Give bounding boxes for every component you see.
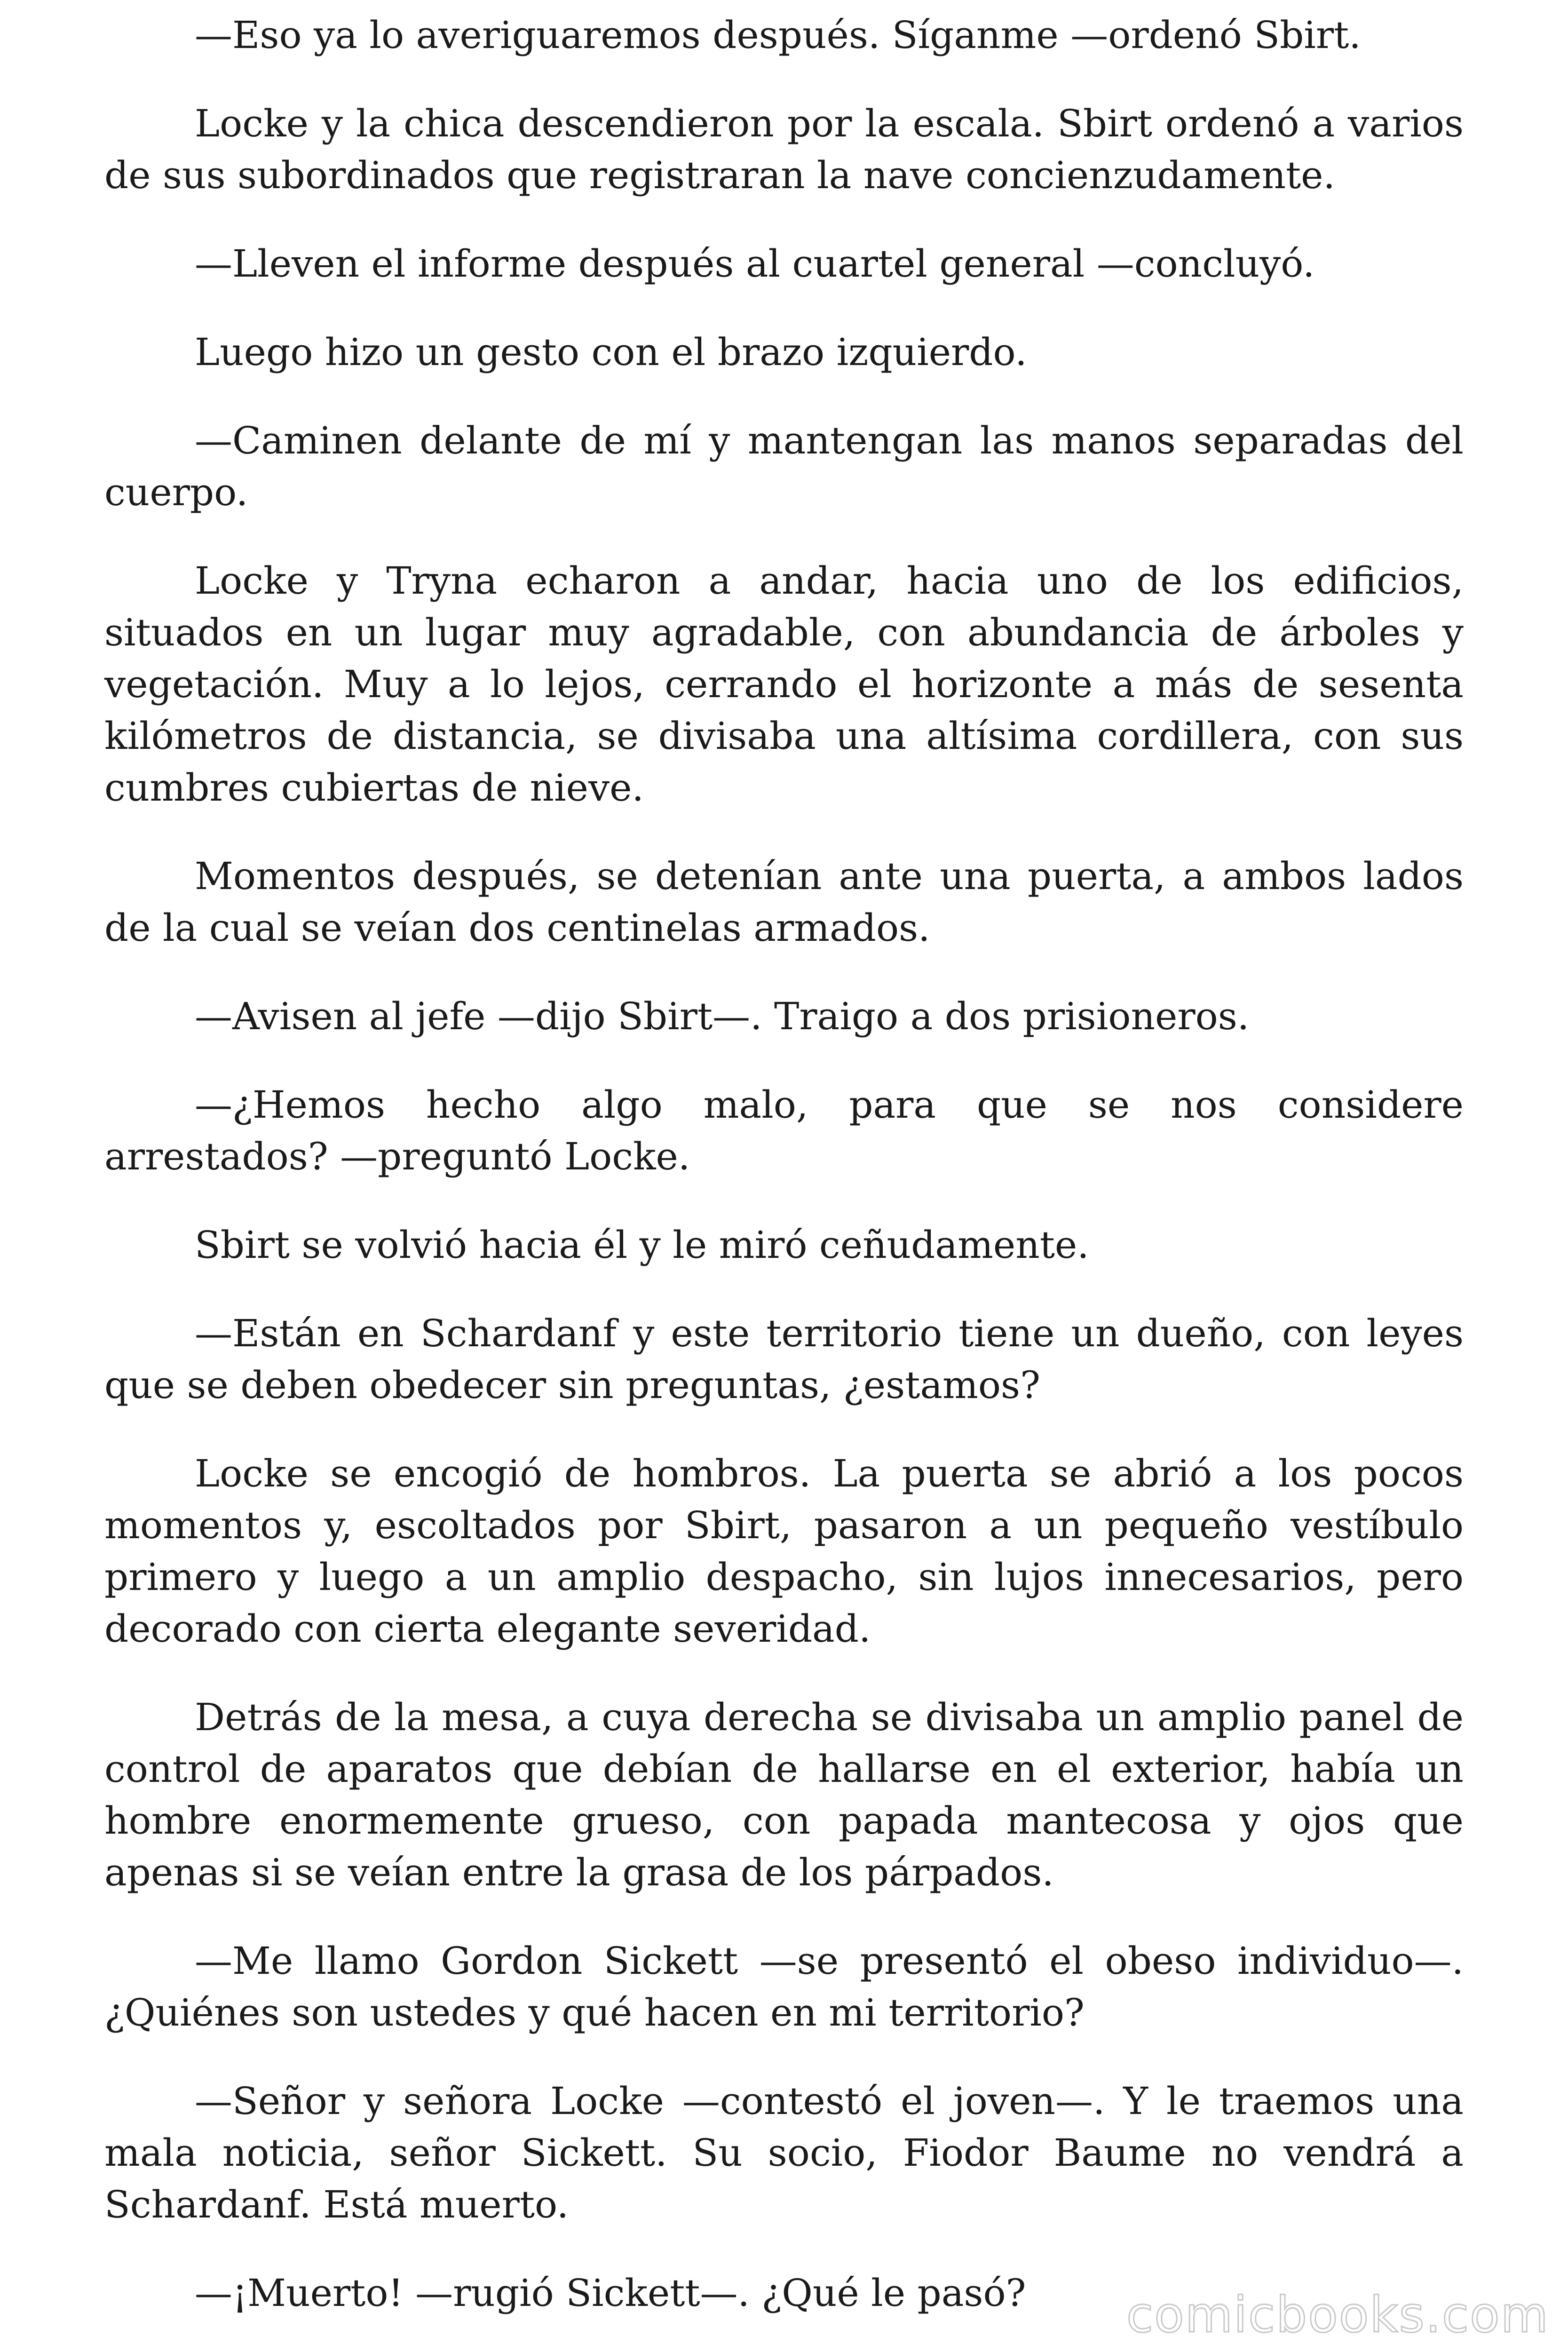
site-watermark: comicbooks.com [1126, 2286, 1549, 2344]
paragraph-15: —Señor y señora Locke —contestó el joven—. Y le traemos una mala noticia, señor Sickett. Su socio, Fiodor Baume no vendrá a Schardanf. Está muerto. [104, 2079, 1464, 2226]
paragraph-9: —¿Hemos hecho algo malo, para que se nos considere arrestados? —preguntó Locke. [104, 1083, 1464, 1178]
paragraph-1: —Eso ya lo averiguaremos después. Síganme —ordenó Sbirt. [195, 13, 1361, 57]
paragraph-2: Locke y la chica descendieron por la escala. Sbirt ordenó a varios de sus subordinados que registraran la nave concienzudamente. [104, 102, 1464, 197]
paragraph-11: —Están en Schardanf y este territorio tiene un dueño, con leyes que se deben obedecer sin preguntas, ¿estamos? [104, 1311, 1464, 1407]
paragraph-6: Locke y Tryna echaron a andar, hacia uno de los edificios, situados en un lugar muy agradable, con abundancia de árboles y vegetación. Muy a lo lejos, cerrando el horizonte a más de sesenta kilómetros de distancia, se divisaba una altísima cordillera, con sus cumbres cubiertas de nieve. [104, 559, 1464, 810]
page-text [104, 9, 1464, 2352]
paragraph-8: —Avisen al jefe —dijo Sbirt—. Traigo a dos prisioneros. [195, 994, 1250, 1038]
paragraph-16: —¡Muerto! —rugió Sickett—. ¿Qué le pasó? [195, 2271, 1026, 2315]
paragraph-12: Locke se encogió de hombros. La puerta se abrió a los pocos momentos y, escoltados por Sbirt, pasaron a un pequeño vestíbulo primero y luego a un amplio despacho, sin lujos innecesarios, pero decorado con cierta elegante severidad. [104, 1452, 1464, 1651]
paragraph-10: Sbirt se volvió hacia él y le miró ceñudamente. [195, 1223, 1089, 1267]
paragraph-14: —Me llamo Gordon Sickett —se presentó el obeso individuo—. ¿Quiénes son ustedes y qué hacen en mi territorio? [104, 1939, 1464, 2034]
paragraph-3: —Lleven el informe después al cuartel general —concluyó. [195, 242, 1315, 286]
paragraph-5: —Caminen delante de mí y mantengan las manos separadas del cuerpo. [104, 419, 1464, 514]
paragraph-4: Luego hizo un gesto con el brazo izquierdo. [195, 330, 1027, 374]
paragraph-13: Detrás de la mesa, a cuya derecha se divisaba un amplio panel de control de aparatos que debían de hallarse en el exterior, había un hombre enormemente grueso, con papada mantecosa y ojos que apenas si se veían entre la grasa de los párpados. [104, 1695, 1464, 1894]
paragraph-7: Momentos después, se detenían ante una puerta, a ambos lados de la cual se veían dos centinelas armados. [104, 854, 1464, 950]
